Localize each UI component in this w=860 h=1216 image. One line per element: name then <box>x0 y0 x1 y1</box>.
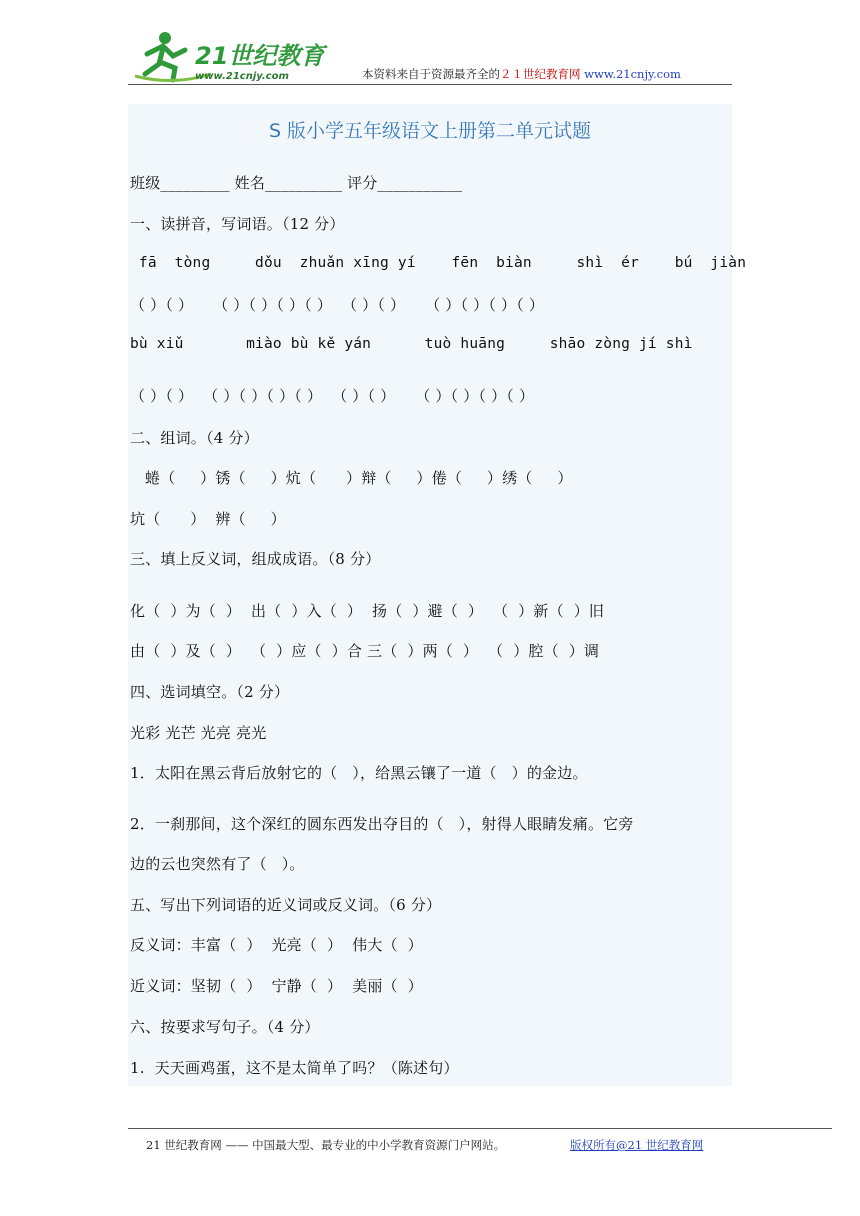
header-url-link[interactable]: www.21cnjy.com <box>584 67 681 81</box>
header-note-prefix: 本资料来自于资源最齐全的 <box>362 67 500 81</box>
question-4-1: 1．太阳在黑云背后放射它的（ ），给黑云镶了一道（ ）的金边。 <box>130 764 588 782</box>
site-logo <box>133 28 343 84</box>
section-6-heading: 六、按要求写句子。（4 分） <box>130 1018 320 1036</box>
section-5-heading: 五、写出下列词语的近义词或反义词。（6 分） <box>130 896 442 914</box>
section-4-heading: 四、选词填空。（2 分） <box>130 683 290 701</box>
header-site-link[interactable]: ２１世纪教育网 <box>500 67 581 81</box>
logo-text: 21世纪教育 <box>195 42 325 70</box>
question-4-2: 2．一刹那间，这个深红的圆东西发出夺目的（ ），射得人眼睛发痛。它旁 <box>130 815 634 833</box>
logo-url: www.21cnjy.com <box>195 71 289 82</box>
question-4-2-cont: 边的云也突然有了（ ）。 <box>130 855 305 873</box>
question-6-1: 1. 天天画鸡蛋，这不是太简单了吗？（陈述句） <box>130 1059 459 1077</box>
student-info-line: 班级_________ 姓名__________ 评分___________ <box>130 174 463 192</box>
synonym-row: 近义词：坚韧（ ） 宁静（ ） 美丽（ ） <box>130 977 423 995</box>
answer-row-1: （ ）（ ） （ ）（ ）（ ）（ ） （ ）（ ） （ ）（ ）（ ）（ ） <box>130 296 545 314</box>
word-group-row-2: 坑（ ） 辨（ ） <box>130 510 286 528</box>
section-3-heading: 三、填上反义词，组成成语。（8 分） <box>130 550 381 568</box>
header-note <box>362 66 681 82</box>
pinyin-row-2: bù xiǔ miào bù kě yán tuò huāng shāo zòng jí shì <box>130 336 693 352</box>
answer-row-2: （ ）（ ） （ ）（ ）（ ）（ ） （ ）（ ） （ ）（ ）（ ）（ ） <box>130 387 535 405</box>
page-title: S 版小学五年级语文上册第二单元试题 <box>268 120 592 142</box>
idiom-row-1: 化（ ）为（ ） 出（ ）入（ ） 扬（ ）避（ ） （ ）新（ ）旧 <box>130 602 605 620</box>
antonym-row: 反义词：丰富（ ） 光亮（ ） 伟大（ ） <box>130 936 423 954</box>
word-choices: 光彩 光芒 光亮 亮光 <box>130 724 267 742</box>
pinyin-row-1: fā tòng dǒu zhuǎn xīng yí fēn biàn shì ér bú jiàn <box>130 255 747 271</box>
copyright-link[interactable]: 版权所有@21 世纪教育网 <box>570 1138 704 1152</box>
section-1-heading: 一、读拼音，写词语。（12 分） <box>130 215 345 233</box>
section-2-heading: 二、组词。（4 分） <box>130 429 259 447</box>
footer-divider <box>128 1128 832 1129</box>
footer-text: 21 世纪教育网 —— 中国最大型、最专业的中小学教育资源门户网站。 <box>146 1138 506 1152</box>
header-divider <box>128 84 732 85</box>
word-group-row-1: 蜷（ ）锈（ ）炕（ ）辩（ ）倦（ ）绣（ ） <box>130 469 573 487</box>
idiom-row-2: 由（ ）及（ ） （ ）应（ ）合 三（ ）两（ ） （ ）腔（ ）调 <box>130 642 600 660</box>
